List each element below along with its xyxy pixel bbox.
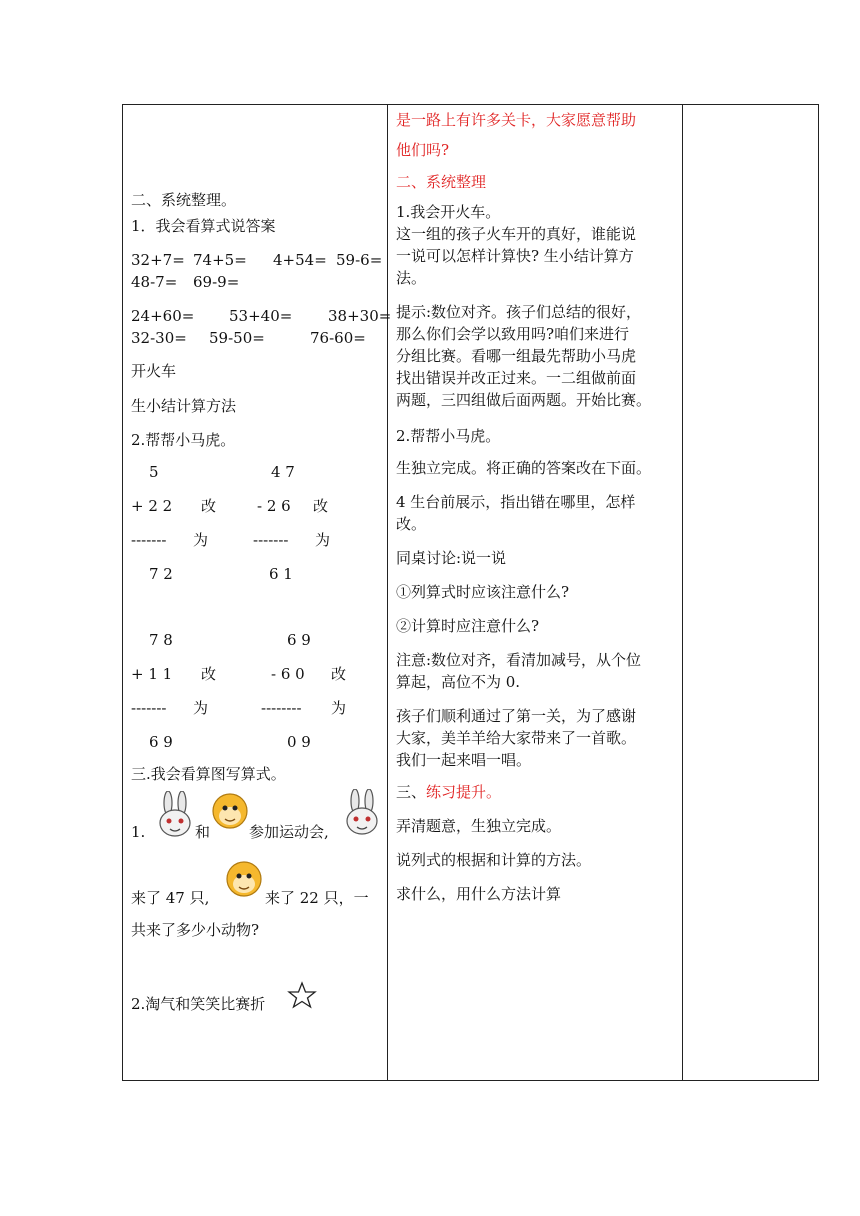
vert-line: -------- <box>261 699 302 717</box>
p1-and: 和 <box>195 823 211 841</box>
expr: 76-60= <box>310 329 366 347</box>
text-line: 改。 <box>396 515 427 533</box>
text-line: 4 生台前展示，指出错在哪里，怎样 <box>396 493 636 511</box>
text-line: 这一组的孩子火车开的真好，谁能说 <box>396 225 637 243</box>
text-line: 那么你们会学以致用吗?咱们来进行 <box>396 325 630 343</box>
p1-number: 1. <box>131 823 146 841</box>
text-line: 1.我会开火车。 <box>396 203 501 221</box>
text-line: 提示:数位对齐。孩子们总结的很好， <box>396 303 642 321</box>
wei-label: 为 <box>193 699 209 717</box>
wei-label: 为 <box>193 531 209 549</box>
lesson-table <box>122 104 819 1081</box>
p1-text: 参加运动会, <box>249 823 329 841</box>
summary-label: 生小结计算方法 <box>131 397 237 415</box>
section2-heading: 二、系统整理 <box>396 173 487 191</box>
section3-title-red: 练习提升。 <box>426 783 502 801</box>
vert-sub: - 2 6 <box>257 497 291 515</box>
text-line: 弄清题意，生独立完成。 <box>396 817 562 835</box>
text-line: 法。 <box>396 269 427 287</box>
q2-title: 2.帮帮小马虎。 <box>131 431 236 449</box>
vert-top: 7 8 <box>149 631 173 649</box>
text-line: 注意:数位对齐，看清加减号，从个位 <box>396 651 642 669</box>
text-line: 2.帮帮小马虎。 <box>396 427 501 445</box>
expr: 4+54= <box>273 251 327 269</box>
expr: 24+60= <box>131 307 195 325</box>
intro-line: 是一路上有许多关卡，大家愿意帮助 <box>396 111 637 129</box>
gai-label: 改 <box>331 665 347 683</box>
left-column <box>123 105 392 1081</box>
text-line: 孩子们顺利通过了第一关，为了感谢 <box>396 707 637 725</box>
expr: 38+30= <box>328 307 392 325</box>
expr: 32-30= <box>131 329 187 347</box>
vert-line: ------- <box>131 531 167 549</box>
section2-title: 二、系统整理。 <box>131 191 237 209</box>
vert-line: ------- <box>253 531 289 549</box>
vert-top: 4 7 <box>271 463 295 481</box>
vert-result: 6 1 <box>269 565 293 583</box>
expr: 32+7= <box>131 251 185 269</box>
section3-prefix: 三、 <box>396 783 427 801</box>
text-line: 分组比赛。看哪一组最先帮助小马虎 <box>396 347 637 365</box>
expr: 69-9= <box>193 273 240 291</box>
vert-sub: - 6 0 <box>271 665 305 683</box>
vert-top: 5 <box>149 463 159 481</box>
text-line: ②计算时应注意什么? <box>396 617 540 635</box>
p1-line2b: 来了 22 只，一 <box>265 889 369 907</box>
rabbit-icon <box>341 789 383 837</box>
text-line: 说列式的根据和计算的方法。 <box>396 851 592 869</box>
section3-heading <box>396 781 501 803</box>
vert-add: + 1 1 <box>131 665 173 683</box>
gai-label: 改 <box>313 497 329 515</box>
rabbit-icon <box>155 791 195 839</box>
gai-label: 改 <box>201 497 217 515</box>
expr: 48-7= <box>131 273 178 291</box>
p1-line2a: 来了 47 只, <box>131 889 210 907</box>
star-icon <box>287 981 317 1009</box>
text-line: 大家，美羊羊给大家带来了一首歌。 <box>396 729 637 747</box>
p2-text: 2.淘气和笑笑比赛折 <box>131 995 266 1013</box>
text-line: 两题，三四组做后面两题。开始比赛。 <box>396 391 652 409</box>
middle-column <box>388 105 683 1081</box>
text-line: ①列算式时应该注意什么? <box>396 583 570 601</box>
text-line: 我们一起来唱一唱。 <box>396 751 532 769</box>
gai-label: 改 <box>201 665 217 683</box>
p1-line3: 共来了多少小动物? <box>131 921 260 939</box>
text-line: 同桌讨论:说一说 <box>396 549 507 567</box>
kaihuoche-label: 开火车 <box>131 362 177 380</box>
intro-line: 他们吗? <box>396 141 450 159</box>
text-line: 找出错误并改正过来。一二组做前面 <box>396 369 637 387</box>
q1-title: 1．我会看算式说答案 <box>131 217 276 235</box>
wei-label: 为 <box>331 699 347 717</box>
section3-title: 三.我会看算图写算式。 <box>131 765 286 783</box>
vert-line: ------- <box>131 699 167 717</box>
wei-label: 为 <box>315 531 331 549</box>
expr: 59-6= <box>336 251 383 269</box>
vert-result: 6 9 <box>149 733 173 751</box>
text-line: 算起，高位不为 0. <box>396 673 521 691</box>
vert-top: 6 9 <box>287 631 311 649</box>
vert-add: + 2 2 <box>131 497 173 515</box>
text-line: 一说可以怎样计算快? 生小结计算方 <box>396 247 634 265</box>
text-line: 求什么，用什么方法计算 <box>396 885 562 903</box>
right-column <box>683 105 819 1081</box>
vert-result: 7 2 <box>149 565 173 583</box>
text-line: 生独立完成。将正确的答案改在下面。 <box>396 459 652 477</box>
vert-result: 0 9 <box>287 733 311 751</box>
expr: 53+40= <box>229 307 293 325</box>
expr: 59-50= <box>209 329 265 347</box>
monkey-icon <box>225 857 263 901</box>
expr: 74+5= <box>193 251 247 269</box>
monkey-icon <box>211 789 249 833</box>
